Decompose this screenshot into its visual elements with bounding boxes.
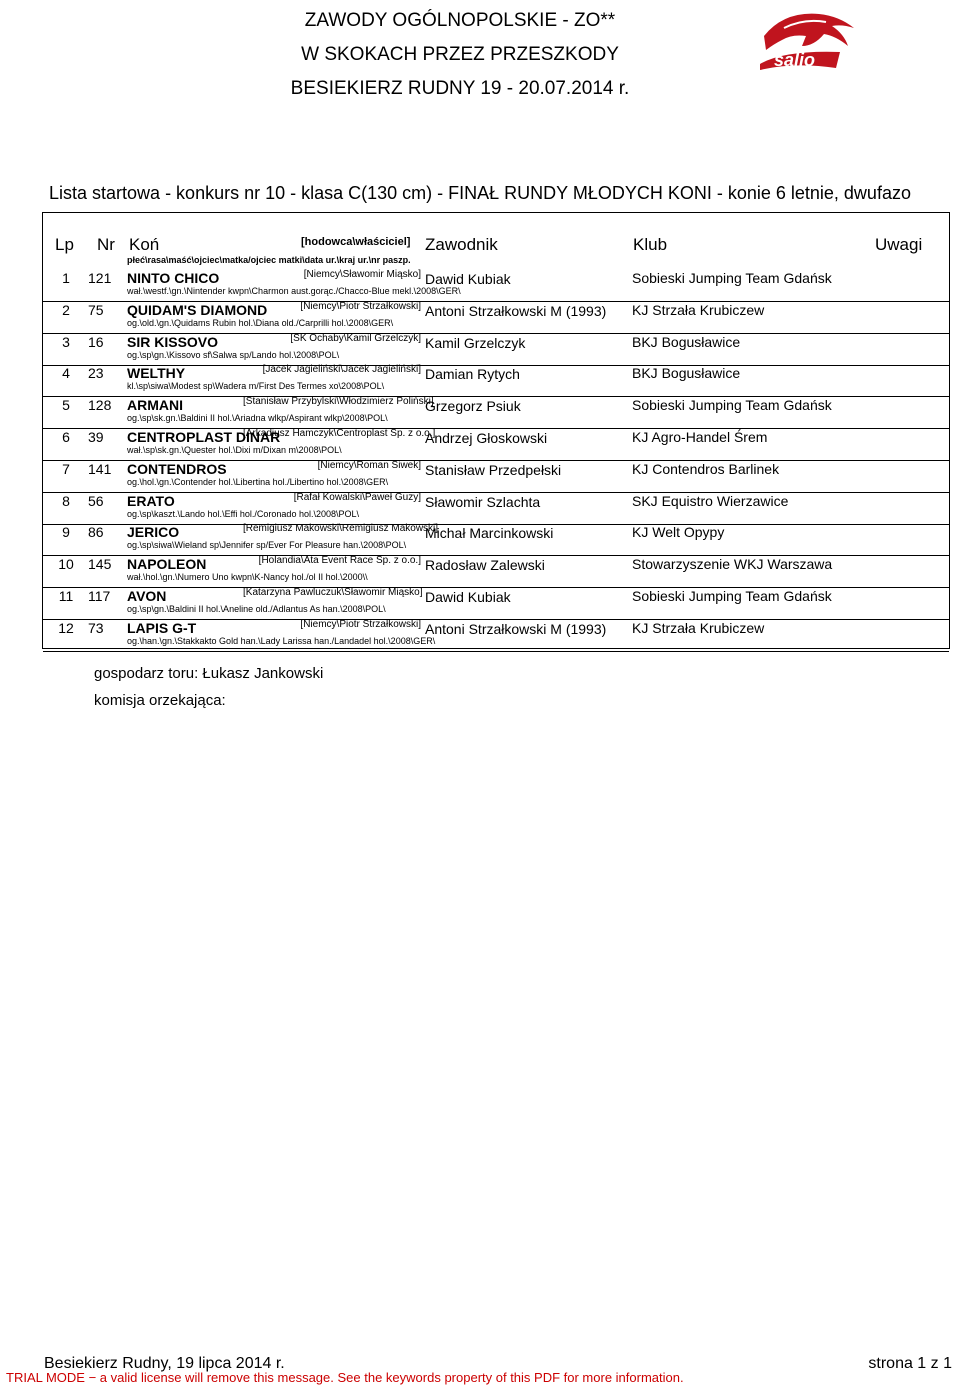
breeder-owner: [Katarzyna Pawluczuk\Sławomir Miąsko] bbox=[243, 587, 423, 598]
breeder-owner: [Rafał Kowalski\Paweł Guzy] bbox=[293, 491, 421, 503]
table-row bbox=[43, 334, 949, 366]
breeder-owner: [Remigiusz Makowski\Remigiusz Makowski] bbox=[243, 523, 439, 535]
breeder-owner: [Niemcy\Piotr Strzałkowski] bbox=[300, 618, 421, 630]
horse-name: CONTENDROS bbox=[127, 460, 227, 477]
row-nr: 86 bbox=[88, 524, 104, 541]
horse-name: SIR KISSOVO bbox=[127, 333, 219, 350]
table-row bbox=[43, 461, 949, 493]
svg-text:salio: salio bbox=[774, 50, 816, 70]
club-name: Sobieski Jumping Team Gdańsk bbox=[632, 397, 832, 414]
rider-name: Antoni Strzałkowski M (1993) bbox=[425, 302, 607, 319]
horse-pedigree: kl.\sp\siwa\Modest sp\Wadera m/First Des Termes xo\2008\POL\ bbox=[127, 381, 385, 392]
horse-name: QUIDAM'S DIAMOND bbox=[127, 301, 268, 318]
start-list-title: Lista startowa - konkurs nr 10 - klasa C(130 cm) - FINAŁ RUNDY MŁODYCH KONI - konie 6 letnie, dwufazo bbox=[49, 183, 911, 203]
row-nr: 141 bbox=[88, 460, 112, 477]
club-name: Sobieski Jumping Team Gdańsk bbox=[632, 588, 832, 604]
row-nr: 117 bbox=[88, 588, 111, 604]
page-number: strona 1 z 1 bbox=[868, 1355, 952, 1372]
col-notes-header: Uwagi bbox=[875, 235, 923, 254]
row-lp: 4 bbox=[62, 365, 70, 382]
rider-name: Dawid Kubiak bbox=[425, 589, 511, 605]
col-nr-header: Nr bbox=[97, 235, 115, 254]
table-row bbox=[43, 588, 949, 620]
horse-name: AVON bbox=[127, 588, 167, 604]
row-nr: 23 bbox=[88, 365, 104, 382]
event-title-line2: W SKOKACH PRZEZ PRZESZKODY bbox=[301, 44, 619, 65]
club-name: BKJ Bogusławice bbox=[632, 333, 741, 350]
horse-pedigree: og.\hol.\gn.\Contender hol.\Libertina hol./Libertino hol.\2008\GER\ bbox=[127, 476, 389, 487]
row-lp: 12 bbox=[58, 619, 74, 636]
club-name: Sobieski Jumping Team Gdańsk bbox=[632, 270, 832, 286]
breeder-owner: [Arkadiusz Hamczyk\Centroplast Sp. z o.o.] bbox=[243, 428, 436, 439]
row-nr: 145 bbox=[88, 556, 112, 573]
breeder-owner: [Holandia\Ata Event Race Sp. z o.o.] bbox=[258, 555, 421, 567]
col-horse-header: Koń bbox=[129, 235, 160, 254]
club-name: BKJ Bogusławice bbox=[632, 365, 741, 382]
club-name: KJ Agro-Handel Śrem bbox=[632, 429, 768, 445]
breeder-owner: [Niemcy\Piotr Strzałkowski] bbox=[300, 300, 421, 312]
salio-logo bbox=[744, 6, 864, 72]
row-nr: 75 bbox=[88, 301, 104, 318]
col-club-header: Klub bbox=[633, 235, 668, 254]
rider-name: Antoni Strzałkowski M (1993) bbox=[425, 620, 607, 637]
table-row bbox=[43, 429, 949, 461]
table-row bbox=[43, 397, 949, 429]
col-horse-subheader: płeć\rasa\maść\ojciec\matka/ojciec matki\data ur.\kraj ur.\nr paszp. bbox=[127, 255, 411, 265]
table-row bbox=[43, 493, 949, 525]
table-row bbox=[43, 620, 949, 652]
breeder-owner: [Jacek Jagieliński\Jacek Jagieliński] bbox=[262, 364, 421, 376]
horse-name: NINTO CHICO bbox=[127, 270, 220, 286]
rider-name: Stanisław Przedpełski bbox=[425, 461, 562, 478]
breeder-owner: [Niemcy\Sławomir Miąsko] bbox=[303, 269, 421, 280]
horse-pedigree: og.\old.\gn.\Quidams Rubin hol.\Diana old./Carprilli hol.\2008\GER\ bbox=[127, 317, 394, 328]
event-title-line1: ZAWODY OGÓLNOPOLSKIE - ZO** bbox=[304, 10, 616, 31]
rider-name: Michał Marcinkowski bbox=[425, 525, 554, 542]
horse-name: LAPIS G-T bbox=[127, 619, 197, 636]
row-nr: 56 bbox=[88, 492, 104, 509]
place-date: Besiekierz Rudny, 19 lipca 2014 r. bbox=[44, 1355, 285, 1372]
horse-pedigree: wał.\sp\sk.gn.\Quester hol.\Dixi m/Dixan m\2008\POL\ bbox=[127, 445, 342, 455]
row-nr: 39 bbox=[88, 429, 104, 445]
row-nr: 121 bbox=[88, 270, 112, 286]
col-owner-header: [hodowca\właściciel] bbox=[301, 236, 411, 248]
row-nr: 73 bbox=[88, 619, 104, 636]
club-name: SKJ Equistro Wierzawice bbox=[632, 492, 789, 509]
rider-name: Kamil Grzelczyk bbox=[425, 334, 526, 351]
club-name: KJ Strzała Krubiczew bbox=[632, 301, 765, 318]
club-name: Stowarzyszenie WKJ Warszawa bbox=[632, 556, 833, 573]
course-designer: gospodarz toru: Łukasz Jankowski bbox=[94, 665, 324, 682]
row-lp: 2 bbox=[62, 301, 70, 318]
horse-pedigree: og.\sp\sk.gn.\Baldini II hol.\Ariadna wlkp/Aspirant wlkp\2008\POL\ bbox=[127, 413, 388, 424]
jury-label: komisja orzekająca: bbox=[94, 692, 226, 709]
horse-pedigree: wał.\hol.\gn.\Numero Uno kwpn\K-Nancy hol./ol II hol.\2000\\ bbox=[127, 572, 368, 583]
row-lp: 5 bbox=[62, 397, 70, 414]
row-nr: 16 bbox=[88, 333, 104, 350]
horse-pedigree: wał.\westf.\gn.\Nintender kwpn\Charmon aust.gorąc./Chacco-Blue mekl.\2008\GER\ bbox=[127, 286, 461, 296]
horse-name: ERATO bbox=[127, 492, 175, 509]
rider-name: Grzegorz Psiuk bbox=[425, 398, 521, 415]
table-row bbox=[43, 556, 949, 588]
horse-name: ARMANI bbox=[127, 397, 183, 414]
row-lp: 10 bbox=[58, 556, 74, 573]
breeder-owner: [SK Ochaby\Kamil Grzelczyk] bbox=[290, 332, 421, 344]
row-lp: 6 bbox=[62, 429, 70, 445]
rider-name: Radosław Zalewski bbox=[425, 557, 545, 574]
rider-name: Andrzej Głoskowski bbox=[425, 430, 548, 446]
breeder-owner: [Niemcy\Roman Siwek] bbox=[317, 459, 421, 471]
event-title-line3: BESIEKIERZ RUDNY 19 - 20.07.2014 r. bbox=[290, 78, 630, 99]
horse-name: CENTROPLAST DINAR bbox=[127, 429, 281, 445]
horse-name: WELTHY bbox=[127, 365, 186, 382]
horse-name: JERICO bbox=[127, 524, 180, 541]
horse-pedigree: og.\sp\gn.\Kissovo sf\Salwa sp/Lando hol.\2008\POL\ bbox=[127, 349, 340, 360]
row-lp: 1 bbox=[62, 270, 70, 286]
row-lp: 7 bbox=[62, 460, 70, 477]
row-lp: 3 bbox=[62, 333, 70, 350]
horse-name: NAPOLEON bbox=[127, 556, 207, 573]
table-row bbox=[43, 302, 949, 334]
horse-pedigree: og.\sp\siwa\Wieland sp\Jennifer sp/Ever For Pleasure han.\2008\POL\ bbox=[127, 540, 407, 551]
col-lp-header: Lp bbox=[55, 235, 74, 254]
rider-name: Damian Rytych bbox=[425, 366, 520, 383]
horse-pedigree: og.\sp\gn.\Baldini II hol.\Aneline old./Adlantus As han.\2008\POL\ bbox=[127, 604, 386, 614]
horse-pedigree: og.\han.\gn.\Stakkakto Gold han.\Lady Larissa han./Landadel hol.\2008\GER\ bbox=[127, 635, 436, 646]
club-name: KJ Contendros Barlinek bbox=[632, 460, 780, 477]
col-rider-header: Zawodnik bbox=[425, 235, 498, 254]
row-lp: 8 bbox=[62, 492, 70, 509]
row-nr: 128 bbox=[88, 397, 112, 414]
row-lp: 9 bbox=[62, 524, 70, 541]
club-name: KJ Welt Opypy bbox=[632, 524, 725, 541]
table-row bbox=[43, 365, 949, 397]
table-row bbox=[43, 524, 949, 556]
rider-name: Sławomir Szlachta bbox=[425, 493, 541, 510]
table-row bbox=[43, 270, 949, 302]
horse-pedigree: og.\sp\kaszt.\Lando hol.\Effi hol./Coronado hol.\2008\POL\ bbox=[127, 508, 359, 519]
trial-notice: TRIAL MODE − a valid license will remove this message. See the keywords property of this PDF for more information. bbox=[6, 1370, 684, 1385]
club-name: KJ Strzała Krubiczew bbox=[632, 619, 765, 636]
start-list-table bbox=[42, 212, 950, 649]
rider-name: Dawid Kubiak bbox=[425, 271, 511, 287]
breeder-owner: [Stanisław Przybylski\Włodzimierz Poliński] bbox=[243, 396, 434, 408]
row-lp: 11 bbox=[58, 588, 74, 604]
row-divider bbox=[43, 651, 949, 652]
